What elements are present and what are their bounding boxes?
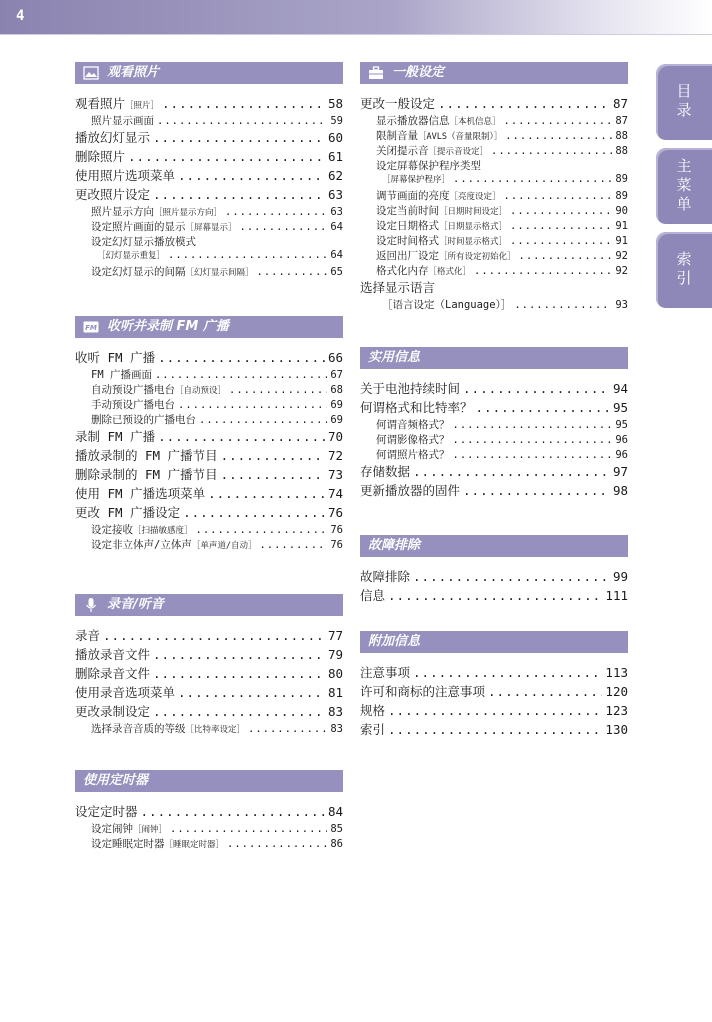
microphone-icon (83, 597, 99, 613)
entry-title: 设定幻灯显示的间隔 (91, 266, 186, 278)
toc-entry[interactable] (75, 537, 343, 552)
entry-title: 照片显示方向 (91, 206, 154, 218)
entry-menu-label: ［照片显示方向］ (154, 208, 223, 218)
entry-title: 设定接收 (91, 524, 133, 536)
entry-menu-label: ［比特率设定］ (185, 725, 246, 735)
entry-page-number: 66 (327, 350, 343, 365)
entry-title: 自动预设广播电台 (91, 384, 175, 396)
entry-page-number: 63 (330, 206, 343, 218)
entry-page-number: 59 (330, 115, 343, 127)
entry-title: 设定定时器 (75, 804, 138, 819)
entry-page-number: 83 (327, 704, 343, 719)
toc-entry[interactable] (75, 219, 343, 234)
dot-leader (196, 524, 328, 536)
entry-page-number: 74 (327, 486, 343, 501)
dot-leader (388, 588, 602, 603)
entry-title: 手动预设广播电台 (91, 399, 175, 411)
entry-page-number: 120 (605, 684, 628, 699)
toc-entry[interactable] (75, 166, 343, 185)
toc-entry[interactable] (360, 128, 628, 143)
toc-entry[interactable] (75, 367, 343, 382)
entry-title: 设定闹钟 (91, 823, 133, 835)
dot-leader (229, 384, 327, 396)
entry-page-number: 93 (615, 299, 628, 311)
entry-page-number: 86 (330, 838, 343, 850)
toc-entry[interactable] (75, 683, 343, 702)
section-title: 附加信息 (368, 634, 421, 649)
dot-leader (240, 221, 328, 233)
toc-entry[interactable] (360, 663, 628, 682)
entry-title: 何谓照片格式？ (376, 449, 450, 461)
entry-page-number: 77 (327, 628, 343, 643)
entry-page-number: 64 (330, 249, 343, 261)
toc-entry[interactable] (360, 263, 628, 278)
dot-leader (463, 381, 610, 396)
entry-page-number: 81 (327, 685, 343, 700)
toc-entry[interactable] (360, 218, 628, 233)
entry-menu-label: ［AVLS（音量限制）］ (418, 132, 503, 142)
entry-menu-label: ［幻灯显示重复］ (97, 251, 166, 261)
toc-entry[interactable] (360, 379, 628, 398)
entry-title: 照片显示画面 (91, 115, 154, 127)
dot-leader (504, 115, 613, 127)
dot-leader (168, 249, 327, 261)
entry-page-number: 130 (605, 722, 628, 737)
entry-page-number: 68 (330, 384, 343, 396)
dot-leader (221, 467, 325, 482)
dot-leader (157, 115, 327, 127)
section-heading (75, 316, 343, 338)
entry-title: 录制 FM 广播 (75, 429, 156, 444)
header-bar (0, 0, 712, 34)
dot-leader (257, 266, 328, 278)
dot-leader (388, 722, 602, 737)
toc-entry[interactable] (360, 682, 628, 701)
dot-leader (488, 684, 602, 699)
svg-text:FM: FM (85, 324, 97, 332)
toc-entry[interactable] (360, 398, 628, 417)
entry-page-number: 91 (615, 235, 628, 247)
entry-page-number: 84 (327, 804, 343, 819)
section-title: 故障排除 (368, 538, 421, 553)
toc-entry[interactable] (360, 462, 628, 481)
entry-page-number: 96 (615, 434, 628, 446)
dot-leader (510, 220, 612, 232)
dot-leader (388, 703, 602, 718)
entry-title: 调节画面的亮度 (376, 190, 450, 202)
toc-entry[interactable] (360, 158, 628, 173)
toc-list (75, 626, 343, 736)
toc-entry[interactable] (75, 94, 343, 113)
section-photo (75, 62, 343, 279)
entry-page-number: 67 (330, 369, 343, 381)
dot-leader (476, 400, 610, 415)
section-general (360, 62, 628, 312)
entry-title: 设定幻灯显示播放模式 (91, 236, 196, 248)
entry-page-number: 90 (615, 205, 628, 217)
toc-list (360, 94, 628, 312)
entry-title: 设定非立体声/立体声 (91, 539, 192, 551)
section-title: 实用信息 (368, 350, 421, 365)
entry-title: 返回出厂设定 (376, 250, 439, 262)
dot-leader (413, 569, 610, 584)
entry-page-number: 111 (605, 588, 628, 603)
dot-leader (453, 173, 612, 185)
header-rule (0, 34, 712, 35)
entry-page-number: 87 (615, 115, 628, 127)
entry-page-number: 94 (612, 381, 628, 396)
entry-page-number: 62 (327, 168, 343, 183)
entry-menu-label: ［提示音设定］ (428, 147, 489, 157)
section-extra (360, 631, 628, 739)
dot-leader (504, 190, 613, 202)
toc-entry[interactable] (360, 481, 628, 500)
entry-page-number: 83 (330, 723, 343, 735)
entry-menu-label: ［亮度设定］ (449, 192, 501, 202)
toc-entry[interactable] (75, 264, 343, 279)
dot-leader (510, 235, 612, 247)
toc-entry[interactable] (75, 721, 343, 736)
entry-title: 播放录制的 FM 广播节目 (75, 448, 218, 463)
dot-leader (491, 145, 612, 157)
entry-menu-label: ［日期时间设定］ (439, 207, 508, 217)
entry-title: FM 广播画面 (91, 369, 152, 381)
dot-leader (225, 206, 327, 218)
entry-page-number: 89 (615, 173, 628, 185)
toc-entry[interactable] (75, 446, 343, 465)
entry-title: 更改录制设定 (75, 704, 151, 719)
entry-menu-label: ［格式化］ (428, 267, 472, 277)
dot-leader (141, 804, 325, 819)
section-info (360, 347, 628, 500)
entry-page-number: 61 (327, 149, 343, 164)
entry-title: 删除照片 (75, 149, 126, 164)
toc-entry[interactable] (360, 143, 628, 158)
toc-list (360, 567, 628, 605)
entry-page-number: 58 (327, 96, 343, 111)
toc-entry[interactable] (360, 113, 628, 128)
toc-entry[interactable] (75, 204, 343, 219)
toc-entry[interactable] (360, 417, 628, 432)
entry-title: 录音 (75, 628, 101, 643)
dot-leader (158, 350, 325, 365)
entry-title: 设定当前时间 (376, 205, 439, 217)
entry-title: 收听 FM 广播 (75, 350, 156, 365)
entry-page-number: 95 (615, 419, 628, 431)
dot-leader (453, 434, 613, 446)
dot-leader (519, 250, 613, 262)
toc-entry[interactable] (360, 248, 628, 263)
entry-menu-label: ［幻灯显示间隔］ (185, 268, 254, 278)
dot-leader (153, 647, 325, 662)
toolbox-icon (368, 65, 384, 81)
section-title: 收听并录制 FM 广播 (107, 319, 229, 334)
toc-entry[interactable] (360, 233, 628, 248)
section-heading (75, 62, 343, 84)
toc-entry[interactable] (360, 94, 628, 113)
entry-menu-label: ［时间显示格式］ (439, 237, 508, 247)
entry-title: 设定时间格式 (376, 235, 439, 247)
entry-menu-label: ［闹钟］ (133, 825, 168, 835)
toc-entry[interactable] (75, 465, 343, 484)
dot-leader (259, 539, 327, 551)
toc-entry[interactable] (75, 234, 343, 249)
entry-page-number: 64 (330, 221, 343, 233)
fm-icon (83, 319, 99, 335)
dot-leader (178, 168, 325, 183)
entry-menu-label: ［睡眠定时器］ (164, 840, 225, 850)
entry-page-number: 88 (615, 145, 628, 157)
entry-title: 显示播放器信息 (376, 115, 450, 127)
toc-entry[interactable] (360, 278, 628, 297)
entry-page-number: 72 (327, 448, 343, 463)
toc-entry[interactable] (75, 821, 343, 836)
entry-page-number: 123 (605, 703, 628, 718)
entry-title: 删除录音文件 (75, 666, 151, 681)
toc-entry[interactable] (75, 802, 343, 821)
entry-title: 删除录制的 FM 广播节目 (75, 467, 218, 482)
section-title: 一般设定 (392, 65, 445, 80)
entry-page-number: 98 (612, 483, 628, 498)
dot-leader (153, 704, 325, 719)
toc-entry[interactable] (75, 348, 343, 367)
entry-page-number: 69 (330, 414, 343, 426)
toc-list (75, 802, 343, 851)
dot-leader (153, 187, 325, 202)
entry-title: 规格 (360, 703, 386, 718)
entry-title: 设定睡眠定时器 (91, 838, 165, 850)
toc-entry[interactable] (360, 701, 628, 720)
entry-title: 更改照片设定 (75, 187, 151, 202)
entry-title: 删除已预设的广播电台 (91, 414, 196, 426)
section-heading (75, 770, 343, 792)
entry-title: 使用 FM 广播选项菜单 (75, 486, 206, 501)
entry-page-number: 92 (615, 265, 628, 277)
dot-leader (505, 130, 612, 142)
entry-menu-label: ［单声道/自动］ (191, 541, 257, 551)
toc-entry[interactable] (75, 664, 343, 683)
entry-page-number: 99 (612, 569, 628, 584)
dot-leader (474, 265, 612, 277)
section-heading (360, 535, 628, 557)
toc-entry[interactable] (75, 427, 343, 446)
page-number: 4 (16, 8, 25, 24)
dot-leader (153, 130, 325, 145)
entry-title: 何谓格式和比特率？ (360, 400, 473, 415)
entry-title: 使用录音选项菜单 (75, 685, 176, 700)
toc-list (75, 94, 343, 279)
entry-title: 存储数据 (360, 464, 411, 479)
entry-title: 故障排除 (360, 569, 411, 584)
section-heading (360, 631, 628, 653)
entry-menu-label: ［所有设定初始化］ (439, 252, 516, 262)
entry-title: 更新播放器的固件 (360, 483, 461, 498)
toc-list (75, 348, 343, 552)
toc-entry[interactable] (360, 586, 628, 605)
dot-leader (178, 399, 327, 411)
dot-leader (227, 838, 327, 850)
entry-page-number: 79 (327, 647, 343, 662)
section-heading (360, 62, 628, 84)
toc-entry[interactable] (75, 503, 343, 522)
dot-leader (248, 723, 327, 735)
dot-leader (453, 449, 613, 461)
entry-title: 关于电池持续时间 (360, 381, 461, 396)
entry-menu-label: ［日期显示格式］ (439, 222, 508, 232)
toc-entry[interactable] (360, 297, 628, 312)
entry-title: 设定照片画面的显示 (91, 221, 186, 233)
entry-title: 播放录音文件 (75, 647, 151, 662)
dot-leader (510, 205, 612, 217)
entry-page-number: 69 (330, 399, 343, 411)
entry-page-number: 63 (327, 187, 343, 202)
toc-list (360, 379, 628, 500)
entry-title: 何谓影像格式？ (376, 434, 450, 446)
entry-menu-label: ［自动预设］ (175, 386, 227, 396)
entry-title: 格式化内存 (376, 265, 429, 277)
toc-entry[interactable] (75, 626, 343, 645)
entry-menu-label: ［照片］ (125, 101, 160, 111)
section-heading (75, 594, 343, 616)
section-title: 使用定时器 (83, 773, 149, 788)
toc-entry[interactable] (75, 185, 343, 204)
entry-page-number: 65 (330, 266, 343, 278)
dot-leader (153, 666, 325, 681)
entry-title: 更改一般设定 (360, 96, 436, 111)
entry-page-number: 85 (330, 823, 343, 835)
toc-entry[interactable] (75, 249, 343, 264)
entry-page-number: 73 (327, 467, 343, 482)
toc-entry[interactable] (75, 702, 343, 721)
section-fm (75, 316, 343, 552)
entry-page-number: 70 (327, 429, 343, 444)
entry-page-number: 60 (327, 130, 343, 145)
dot-leader (128, 149, 325, 164)
toc-entry[interactable] (360, 447, 628, 462)
toc-entry[interactable] (75, 147, 343, 166)
toc-entry[interactable] (360, 720, 628, 739)
entry-page-number: 91 (615, 220, 628, 232)
toc-entry[interactable] (75, 412, 343, 427)
toc-entry[interactable] (360, 188, 628, 203)
entry-title: 信息 (360, 588, 386, 603)
section-heading (360, 347, 628, 369)
entry-page-number: 88 (615, 130, 628, 142)
toc-entry[interactable] (75, 836, 343, 851)
entry-page-number: 89 (615, 190, 628, 202)
dot-leader (162, 96, 325, 111)
toc-entry[interactable] (75, 113, 343, 128)
entry-page-number: 76 (330, 524, 343, 536)
entry-page-number: 113 (605, 665, 628, 680)
toc-entry[interactable] (75, 645, 343, 664)
dot-leader (438, 96, 610, 111)
tab-contents[interactable]: 目录 (656, 64, 712, 140)
dot-leader (453, 419, 613, 431)
dot-leader (158, 429, 325, 444)
dot-leader (183, 505, 325, 520)
entry-page-number: 97 (612, 464, 628, 479)
toc-list (360, 663, 628, 739)
section-timer (75, 770, 343, 851)
entry-title: 观看照片 (75, 96, 126, 111)
entry-menu-label: ［扫描敏感度］ (133, 526, 193, 536)
entry-title: 更改 FM 广播设定 (75, 505, 181, 520)
entry-title: 设定日期格式 (376, 220, 439, 232)
entry-title: 许可和商标的注意事项 (360, 684, 486, 699)
entry-page-number: 95 (612, 400, 628, 415)
entry-title: 使用照片选项菜单 (75, 168, 176, 183)
entry-page-number: 96 (615, 449, 628, 461)
section-trouble (360, 535, 628, 605)
toc-entry[interactable] (75, 397, 343, 412)
section-title: 观看照片 (107, 65, 160, 80)
toc-entry[interactable] (360, 173, 628, 188)
dot-leader (221, 448, 325, 463)
photo-icon (83, 65, 99, 81)
entry-title: 选择录音音质的等级 (91, 723, 186, 735)
toc-entry[interactable] (360, 432, 628, 447)
tab-index[interactable]: 索引 (656, 232, 712, 308)
entry-title: 何谓音频格式？ (376, 419, 450, 431)
dot-leader (199, 414, 327, 426)
dot-leader (514, 299, 612, 311)
entry-page-number: 80 (327, 666, 343, 681)
entry-page-number: 76 (327, 505, 343, 520)
dot-leader (103, 628, 325, 643)
toc-entry[interactable] (75, 522, 343, 537)
toc-entry[interactable] (360, 203, 628, 218)
entry-menu-label: ［屏幕保护程序］ (382, 175, 451, 185)
toc-entry[interactable] (75, 382, 343, 397)
entry-title: 限制音量 (376, 130, 418, 142)
dot-leader (463, 483, 610, 498)
entry-title: 注意事项 (360, 665, 411, 680)
entry-menu-label: ［本机信息］ (449, 117, 501, 127)
dot-leader (178, 685, 325, 700)
entry-title: ［语言设定（Language）］ (382, 299, 512, 311)
dot-leader (155, 369, 327, 381)
entry-title: 播放幻灯显示 (75, 130, 151, 145)
entry-page-number: 87 (612, 96, 628, 111)
entry-page-number: 76 (330, 539, 343, 551)
entry-title: 关闭提示音 (376, 145, 429, 157)
entry-title: 设定屏幕保护程序类型 (376, 160, 481, 172)
dot-leader (413, 665, 602, 680)
dot-leader (413, 464, 610, 479)
section-title: 录音/听音 (107, 597, 164, 612)
section-record (75, 594, 343, 736)
dot-leader (170, 823, 327, 835)
entry-page-number: 92 (615, 250, 628, 262)
toc-entry[interactable] (360, 567, 628, 586)
toc-entry[interactable] (75, 128, 343, 147)
entry-menu-label: ［屏幕显示］ (185, 223, 237, 233)
dot-leader (208, 486, 325, 501)
tab-main-menu[interactable]: 主菜单 (656, 148, 712, 224)
entry-title: 选择显示语言 (360, 280, 436, 295)
toc-entry[interactable] (75, 484, 343, 503)
entry-title: 索引 (360, 722, 386, 737)
